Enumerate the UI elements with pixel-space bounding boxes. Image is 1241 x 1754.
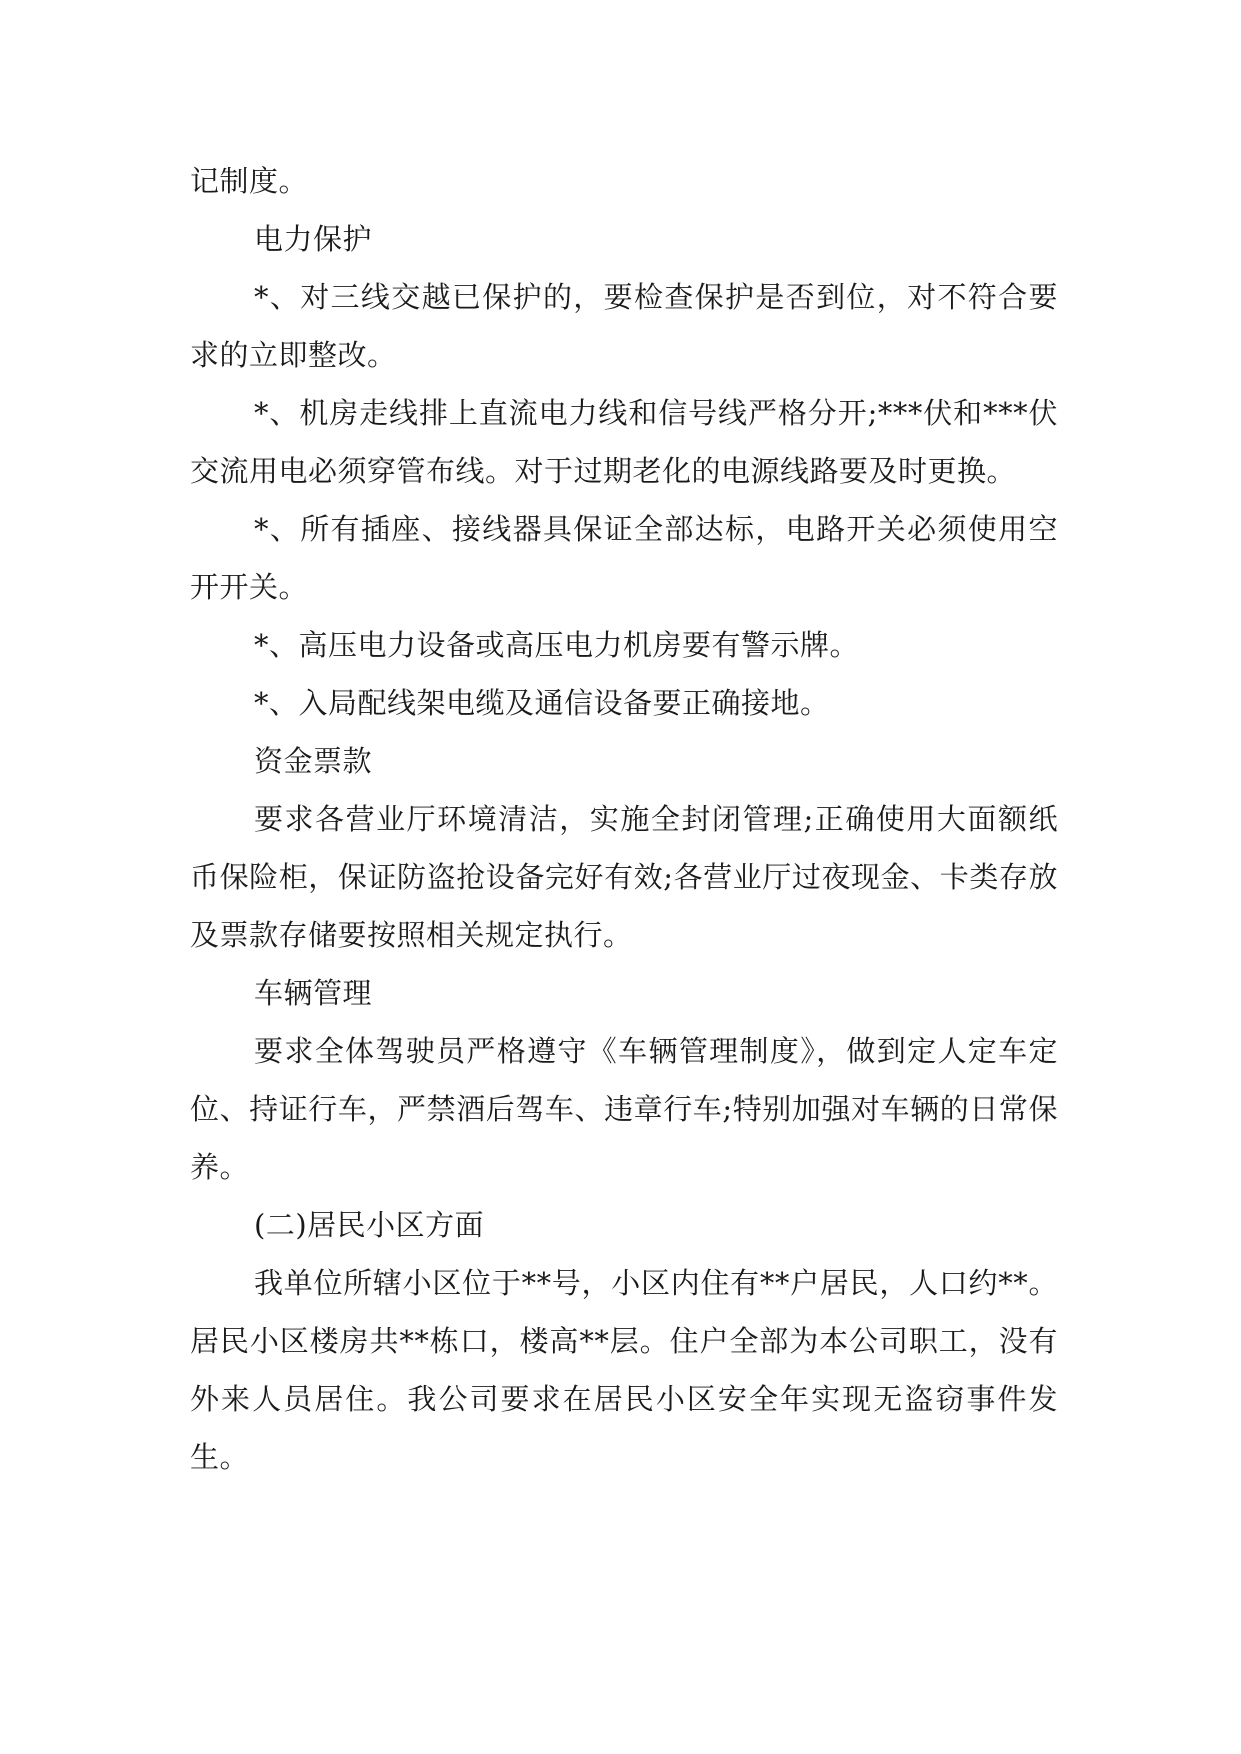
paragraph-funds: 要求各营业厅环境清洁，实施全封闭管理;正确使用大面额纸币保险柜，保证防盗抢设备完好有效;各营业厅过夜现金、卡类存放及票款存储要按照相关规定执行。 [190, 802, 1058, 952]
paragraph-power-item-5: *、入局配线架电缆及通信设备要正确接地。 [254, 686, 830, 720]
paragraph-residential: 我单位所辖小区位于**号，小区内住有**户居民，人口约**。居民小区楼房共**栋口，楼高**层。住户全部为本公司职工，没有外来人员居住。我公司要求在居民小区安全年实现无盗窃事件发生。 [190, 1266, 1058, 1474]
section-heading-power-protection: 电力保护 [254, 222, 373, 256]
document-body [190, 152, 1058, 1486]
section-heading-residential: (二)居民小区方面 [254, 1208, 485, 1242]
paragraph-vehicles: 要求全体驾驶员严格遵守《车辆管理制度》，做到定人定车定位、持证行车，严禁酒后驾车、违章行车;特别加强对车辆的日常保养。 [190, 1034, 1058, 1184]
section-heading-vehicles: 车辆管理 [254, 976, 373, 1010]
paragraph-power-item-4: *、高压电力设备或高压电力机房要有警示牌。 [254, 628, 860, 662]
paragraph-power-item-2: *、机房走线排上直流电力线和信号线严格分开;***伏和***伏交流用电必须穿管布线。对于过期老化的电源线路要及时更换。 [190, 396, 1058, 488]
section-heading-funds: 资金票款 [254, 744, 373, 778]
paragraph-continued: 记制度。 [190, 164, 309, 198]
paragraph-power-item-3: *、所有插座、接线器具保证全部达标，电路开关必须使用空开开关。 [190, 512, 1058, 604]
paragraph-power-item-1: *、对三线交越已保护的，要检查保护是否到位，对不符合要求的立即整改。 [190, 280, 1058, 372]
